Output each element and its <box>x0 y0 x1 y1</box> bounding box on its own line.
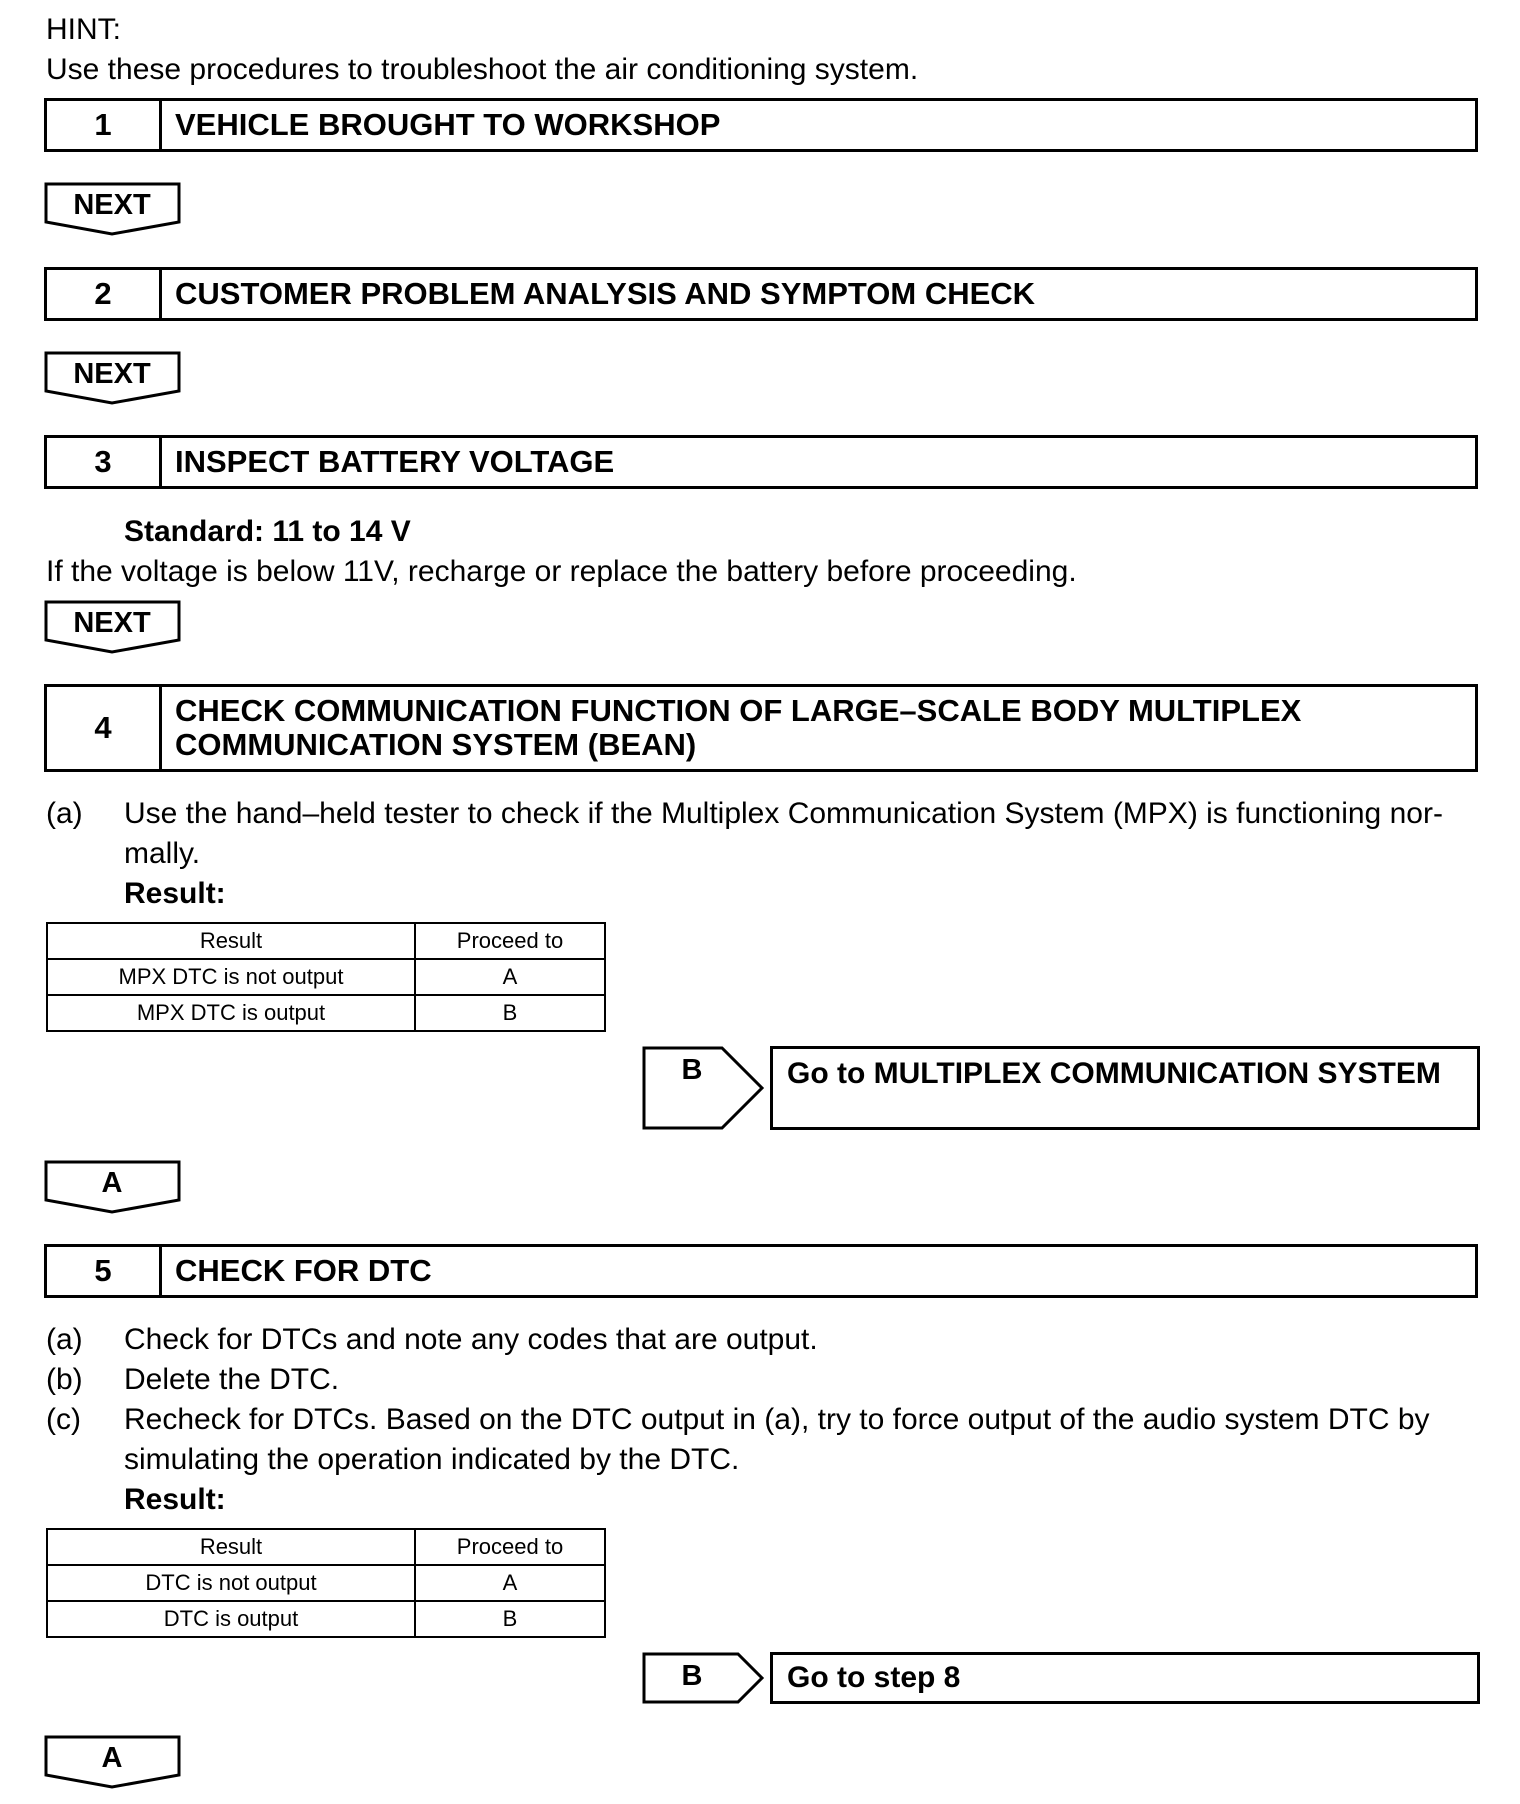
standard-value: Standard: 11 to 14 V <box>124 515 411 548</box>
branch-target-box <box>770 1046 1480 1130</box>
table-row <box>47 1601 605 1637</box>
table-header-row <box>47 1529 605 1565</box>
next-label: NEXT <box>73 607 151 639</box>
continue-label: A <box>101 1742 123 1774</box>
step-number: 3 <box>47 438 162 486</box>
next-label: NEXT <box>73 358 151 390</box>
branch-target-box <box>770 1652 1480 1704</box>
step-title: CHECK FOR DTC <box>175 1253 432 1288</box>
table-cell: B <box>415 995 605 1031</box>
next-button[interactable] <box>44 600 182 654</box>
result-table <box>46 922 606 1032</box>
intro-text: Use these procedures to troubleshoot the air conditioning system. <box>46 53 919 86</box>
next-label: NEXT <box>73 189 151 221</box>
next-button[interactable] <box>44 182 182 236</box>
table-cell: MPX DTC is output <box>47 995 415 1031</box>
table-header: Result <box>47 923 415 959</box>
table-header-row <box>47 923 605 959</box>
step-number: 5 <box>47 1247 162 1295</box>
table-row <box>47 995 605 1031</box>
step-title: INSPECT BATTERY VOLTAGE <box>175 444 615 479</box>
continue-label: A <box>101 1167 123 1199</box>
step-title: VEHICLE BROUGHT TO WORKSHOP <box>175 107 721 142</box>
table-header: Proceed to <box>415 1529 605 1565</box>
table-cell: DTC is not output <box>47 1565 415 1601</box>
item-text-cont: mally. <box>124 837 201 870</box>
table-row <box>47 1565 605 1601</box>
item-text-cont: simulating the operation indicated by the DTC. <box>124 1443 740 1476</box>
table-header: Proceed to <box>415 923 605 959</box>
step-number: 2 <box>47 270 162 318</box>
step-4-header <box>44 684 1478 772</box>
continue-a-button[interactable] <box>44 1735 182 1789</box>
table-cell: A <box>415 959 605 995</box>
item-text: Delete the DTC. <box>124 1363 340 1396</box>
step-title: CHECK COMMUNICATION FUNCTION OF LARGE–SCALE BODY MULTIPLEX COMMUNICATION SYSTEM (BEAN) <box>175 693 1302 762</box>
branch-label: B <box>681 1660 703 1692</box>
continue-a-button[interactable] <box>44 1160 182 1214</box>
branch-target: Go to MULTIPLEX COMMUNICATION SYSTEM <box>787 1057 1441 1090</box>
item-marker: (a) <box>46 797 83 830</box>
branch-label: B <box>681 1054 703 1086</box>
step-3-header <box>44 435 1478 489</box>
table-cell: DTC is output <box>47 1601 415 1637</box>
step-number: 4 <box>47 687 162 769</box>
step-1-header <box>44 98 1478 152</box>
branch-target: Go to step 8 <box>787 1661 961 1694</box>
table-cell: B <box>415 1601 605 1637</box>
item-marker: (a) <box>46 1323 83 1356</box>
item-marker: (c) <box>46 1403 81 1436</box>
table-header: Result <box>47 1529 415 1565</box>
item-text: Recheck for DTCs. Based on the DTC output in (a), try to force output of the audio system DTC by <box>124 1403 1430 1436</box>
result-label: Result: <box>124 877 226 910</box>
step-title: CUSTOMER PROBLEM ANALYSIS AND SYMPTOM CHECK <box>175 276 1036 311</box>
item-marker: (b) <box>46 1363 83 1396</box>
table-row <box>47 959 605 995</box>
result-table <box>46 1528 606 1638</box>
item-text: Check for DTCs and note any codes that are output. <box>124 1323 818 1356</box>
branch-b-goto[interactable] <box>642 1046 1480 1130</box>
next-button[interactable] <box>44 351 182 405</box>
hint-label: HINT: <box>46 13 121 46</box>
item-text: Use the hand–held tester to check if the Multiplex Communication System (MPX) is functioning nor- <box>124 797 1443 830</box>
step-number: 1 <box>47 101 162 149</box>
step-2-header <box>44 267 1478 321</box>
table-cell: A <box>415 1565 605 1601</box>
result-label: Result: <box>124 1483 226 1516</box>
battery-note: If the voltage is below 11V, recharge or replace the battery before proceeding. <box>46 555 1077 588</box>
table-cell: MPX DTC is not output <box>47 959 415 995</box>
branch-b-goto[interactable] <box>642 1652 1480 1704</box>
step-5-header <box>44 1244 1478 1298</box>
